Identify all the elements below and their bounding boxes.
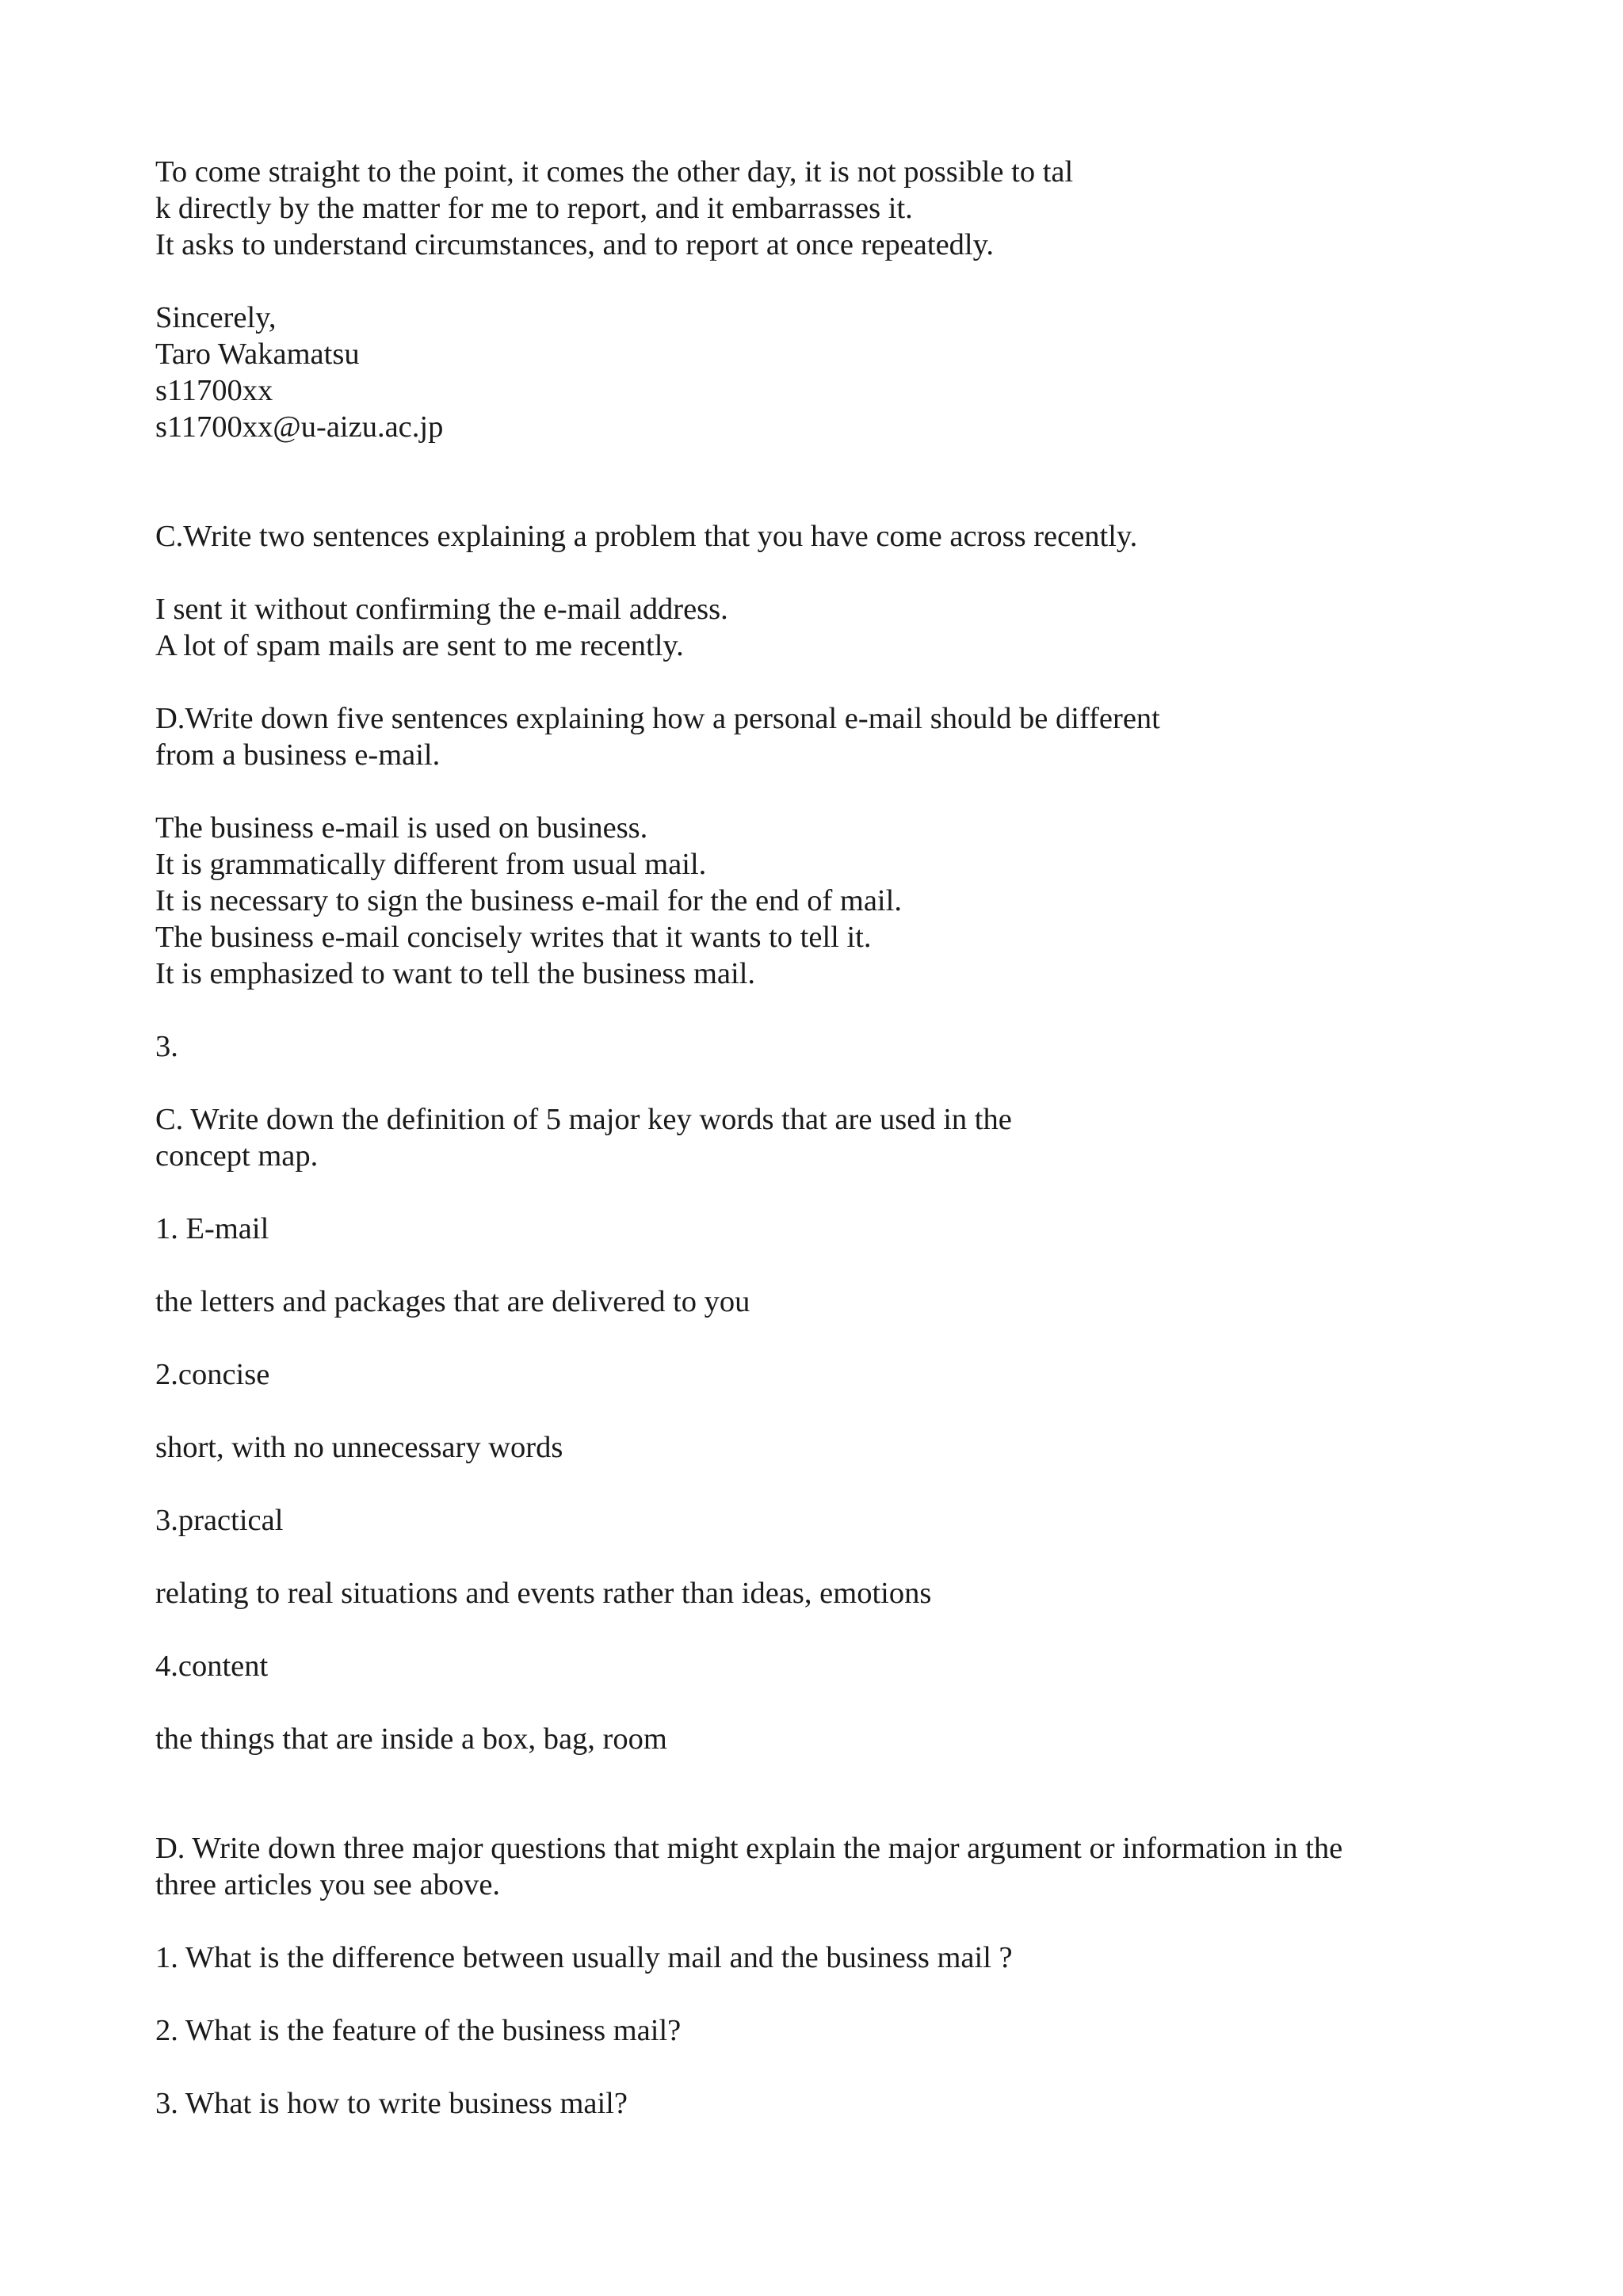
definition: the letters and packages that are delivered to you: [155, 1285, 750, 1318]
answer-line: It is necessary to sign the business e-mail for the end of mail.: [155, 884, 902, 917]
term: 1. E-mail: [155, 1212, 269, 1245]
section-prompt: D. Write down three major questions that might explain the major argument or information in the: [155, 1832, 1343, 1865]
answer-line: The business e-mail is used on business.: [155, 811, 648, 845]
answer-line: It is emphasized to want to tell the business mail.: [155, 957, 756, 990]
section-c-definitions: [155, 1101, 1503, 1757]
letter-line: To come straight to the point, it comes the other day, it is not possible to tal: [155, 155, 1074, 189]
section-prompt: from a business e-mail.: [155, 738, 441, 772]
question-line: 3. What is how to write business mail?: [155, 2087, 628, 2120]
answer-line: I sent it without confirming the e-mail address.: [155, 593, 728, 626]
answer-line: It is grammatically different from usual mail.: [155, 848, 707, 881]
student-id: s11700xx: [155, 374, 273, 407]
term: 3.practical: [155, 1504, 284, 1537]
section-prompt: three articles you see above.: [155, 1868, 501, 1901]
letter-line: It asks to understand circumstances, and to report at once repeatedly.: [155, 228, 994, 261]
section-d-differences: [155, 700, 1503, 992]
signer-name: Taro Wakamatsu: [155, 338, 360, 371]
document-body: [155, 154, 1503, 2122]
definition: relating to real situations and events rather than ideas, emotions: [155, 1577, 932, 1610]
term: 4.content: [155, 1650, 269, 1683]
definition: short, with no unnecessary words: [155, 1431, 563, 1464]
signer-email: s11700xx@u-aizu.ac.jp: [155, 410, 444, 444]
section-prompt: concept map.: [155, 1139, 319, 1173]
section-c-problem: [155, 518, 1503, 664]
answer-line: A lot of spam mails are sent to me recently.: [155, 629, 684, 662]
section-d-questions: [155, 1830, 1503, 2122]
letter-signature: [155, 299, 1503, 445]
question-line: 2. What is the feature of the business mail?: [155, 2014, 682, 2047]
letter-paragraph: [155, 154, 1503, 263]
letter-line: k directly by the matter for me to report, and it embarrasses it.: [155, 192, 913, 225]
answer-line: The business e-mail concisely writes that it wants to tell it.: [155, 921, 872, 954]
closing: Sincerely,: [155, 301, 277, 334]
question-line: 1. What is the difference between usually mail and the business mail ?: [155, 1941, 1013, 1974]
definition: the things that are inside a box, bag, room: [155, 1722, 667, 1756]
section-prompt: C. Write down the definition of 5 major key words that are used in the: [155, 1103, 1012, 1136]
part-number: 3.: [155, 1030, 178, 1063]
section-prompt: C.Write two sentences explaining a problem that you have come across recently.: [155, 520, 1138, 553]
term: 2.concise: [155, 1358, 270, 1391]
section-prompt: D.Write down five sentences explaining how a personal e-mail should be different: [155, 702, 1160, 735]
